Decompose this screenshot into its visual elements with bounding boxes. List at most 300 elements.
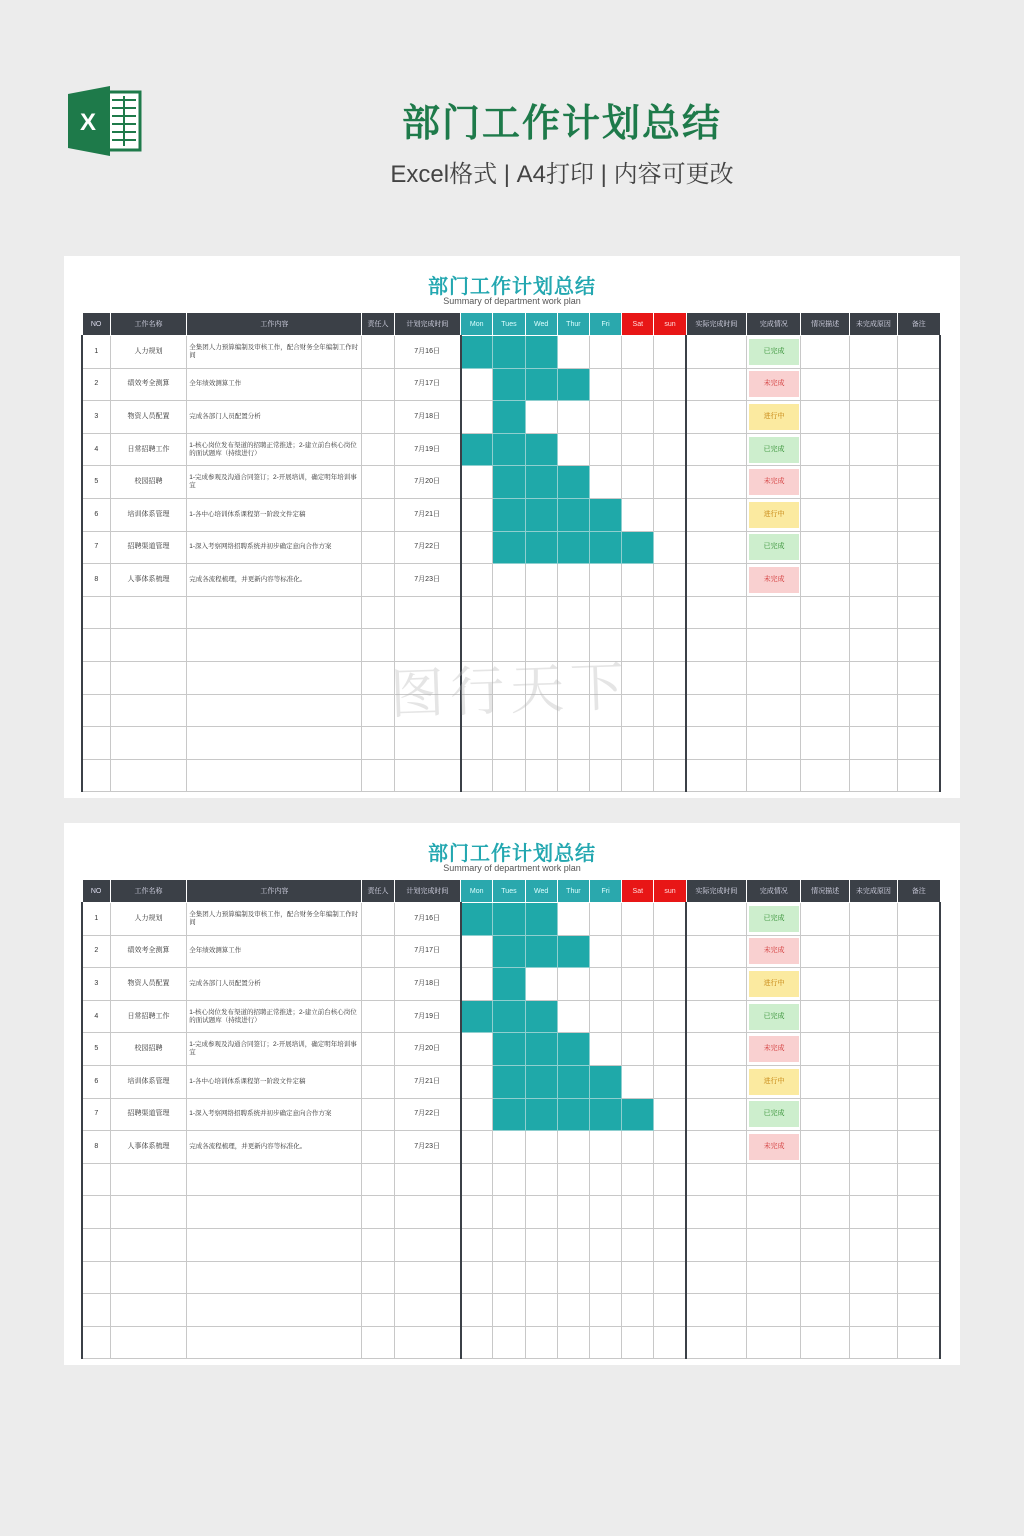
column-header: 工作名称 <box>110 880 187 903</box>
gantt-cell <box>557 433 589 466</box>
description-cell <box>801 935 849 968</box>
row-number: 4 <box>82 1000 110 1033</box>
description-cell <box>801 1000 849 1033</box>
empty-cell <box>110 596 187 629</box>
column-header: Thur <box>557 880 589 903</box>
status-badge: 未完成 <box>749 371 799 397</box>
gantt-cell <box>654 1098 686 1131</box>
table-row <box>82 1000 940 1033</box>
gantt-cell <box>654 903 686 936</box>
description-cell <box>801 903 849 936</box>
status-cell <box>747 1098 801 1131</box>
empty-cell <box>493 759 525 792</box>
task-content: 完成各部门人员配置分析 <box>187 968 362 1001</box>
empty-cell <box>801 694 849 727</box>
empty-row <box>82 759 940 792</box>
empty-cell <box>654 1163 686 1196</box>
owner-cell <box>362 1131 394 1164</box>
empty-cell <box>801 1294 849 1327</box>
gantt-cell <box>654 1000 686 1033</box>
gantt-cell <box>493 1131 525 1164</box>
empty-cell <box>525 727 557 760</box>
reason-cell <box>849 498 897 531</box>
gantt-cell <box>654 531 686 564</box>
gantt-cell <box>493 466 525 499</box>
gantt-cell <box>557 935 589 968</box>
gantt-cell <box>622 968 654 1001</box>
table-row <box>82 466 940 499</box>
gantt-cell <box>589 564 621 597</box>
empty-cell <box>461 1228 493 1261</box>
status-badge: 未完成 <box>749 1134 799 1160</box>
task-content: 1-核心岗位发布渠道的招聘正常推进；2-建立前台核心岗位的面试题库（持续进行） <box>187 1000 362 1033</box>
empty-cell <box>493 596 525 629</box>
status-cell <box>747 935 801 968</box>
empty-cell <box>362 1228 394 1261</box>
reason-cell <box>849 1000 897 1033</box>
actual-date-cell <box>686 401 746 434</box>
empty-row <box>82 1326 940 1359</box>
empty-cell <box>110 1326 187 1359</box>
description-cell <box>801 1065 849 1098</box>
column-header: 未完成原因 <box>849 880 897 903</box>
empty-cell <box>686 596 746 629</box>
empty-cell <box>493 1294 525 1327</box>
empty-cell <box>686 1228 746 1261</box>
empty-cell <box>654 694 686 727</box>
empty-cell <box>187 1261 362 1294</box>
empty-cell <box>747 1163 801 1196</box>
task-name: 日常招聘工作 <box>110 433 187 466</box>
row-number: 7 <box>82 531 110 564</box>
gantt-cell <box>622 401 654 434</box>
empty-cell <box>110 1163 187 1196</box>
row-number: 6 <box>82 498 110 531</box>
status-cell <box>747 1033 801 1066</box>
gantt-cell <box>654 564 686 597</box>
empty-cell <box>557 759 589 792</box>
empty-cell <box>654 759 686 792</box>
gantt-cell <box>622 1033 654 1066</box>
empty-cell <box>187 1163 362 1196</box>
gantt-cell <box>622 903 654 936</box>
task-content: 1-完成参观及沟通合同签订；2-开展培训，确定明年培训事宜 <box>187 466 362 499</box>
empty-cell <box>686 661 746 694</box>
empty-cell <box>686 727 746 760</box>
planned-date: 7月20日 <box>394 466 460 499</box>
empty-cell <box>557 1326 589 1359</box>
row-number: 3 <box>82 968 110 1001</box>
empty-cell <box>493 727 525 760</box>
task-name: 培训体系管理 <box>110 1065 187 1098</box>
gantt-cell <box>589 498 621 531</box>
gantt-cell <box>654 336 686 369</box>
empty-cell <box>654 1228 686 1261</box>
status-cell <box>747 968 801 1001</box>
column-header: Mon <box>461 880 493 903</box>
gantt-cell <box>557 1098 589 1131</box>
table-row <box>82 1065 940 1098</box>
gantt-cell <box>525 968 557 1001</box>
description-cell <box>801 564 849 597</box>
gantt-cell <box>622 1131 654 1164</box>
remark-cell <box>898 968 940 1001</box>
gantt-cell <box>622 564 654 597</box>
empty-cell <box>622 727 654 760</box>
task-content: 全年绩效测算工作 <box>187 368 362 401</box>
empty-cell <box>525 1196 557 1229</box>
owner-cell <box>362 336 394 369</box>
remark-cell <box>898 1033 940 1066</box>
gantt-cell <box>654 368 686 401</box>
planned-date: 7月19日 <box>394 433 460 466</box>
empty-cell <box>557 1261 589 1294</box>
gantt-cell <box>654 1033 686 1066</box>
empty-cell <box>747 629 801 662</box>
planned-date: 7月19日 <box>394 1000 460 1033</box>
empty-cell <box>801 596 849 629</box>
owner-cell <box>362 903 394 936</box>
gantt-cell <box>622 935 654 968</box>
status-cell <box>747 1131 801 1164</box>
description-cell <box>801 1033 849 1066</box>
empty-cell <box>654 1294 686 1327</box>
description-cell <box>801 433 849 466</box>
status-cell <box>747 531 801 564</box>
empty-cell <box>686 1196 746 1229</box>
empty-cell <box>622 1294 654 1327</box>
reason-cell <box>849 935 897 968</box>
empty-cell <box>461 1294 493 1327</box>
owner-cell <box>362 1000 394 1033</box>
empty-cell <box>622 1163 654 1196</box>
task-content: 完成各流程梳理，并更新内容等标准化。 <box>187 1131 362 1164</box>
actual-date-cell <box>686 433 746 466</box>
task-content: 1-各中心培训体系课程第一阶段文件定稿 <box>187 498 362 531</box>
task-name: 人力规划 <box>110 903 187 936</box>
column-header: 备注 <box>898 313 940 336</box>
empty-cell <box>82 661 110 694</box>
empty-cell <box>898 661 940 694</box>
empty-cell <box>525 1294 557 1327</box>
page-title: 部门工作计划总结 <box>401 103 722 145</box>
gantt-cell <box>589 1000 621 1033</box>
empty-cell <box>849 1196 897 1229</box>
table-row <box>82 401 940 434</box>
row-number: 6 <box>82 1065 110 1098</box>
gantt-cell <box>461 498 493 531</box>
empty-row <box>82 1228 940 1261</box>
column-header: 未完成原因 <box>849 313 897 336</box>
gantt-cell <box>525 336 557 369</box>
column-header: Tues <box>493 313 525 336</box>
empty-cell <box>557 727 589 760</box>
reason-cell <box>849 531 897 564</box>
description-cell <box>801 401 849 434</box>
gantt-cell <box>493 903 525 936</box>
gantt-cell <box>461 935 493 968</box>
task-content: 全集团人力预算编制及审核工作，配合财务全年编制工作时间 <box>187 903 362 936</box>
empty-cell <box>589 1261 621 1294</box>
row-number: 1 <box>82 336 110 369</box>
empty-cell <box>589 1294 621 1327</box>
empty-cell <box>654 629 686 662</box>
gantt-cell <box>461 1131 493 1164</box>
empty-cell <box>589 1326 621 1359</box>
description-cell <box>801 1131 849 1164</box>
gantt-cell <box>654 968 686 1001</box>
empty-cell <box>110 1228 187 1261</box>
gantt-cell <box>589 401 621 434</box>
empty-cell <box>801 1196 849 1229</box>
empty-cell <box>898 1326 940 1359</box>
reason-cell <box>849 903 897 936</box>
empty-cell <box>557 1196 589 1229</box>
empty-cell <box>362 1163 394 1196</box>
task-name: 培训体系管理 <box>110 498 187 531</box>
empty-cell <box>493 1196 525 1229</box>
empty-cell <box>82 629 110 662</box>
column-header: Fri <box>589 313 621 336</box>
empty-cell <box>686 1261 746 1294</box>
sheet-subtitle: Summary of department work plan <box>443 296 581 306</box>
gantt-cell <box>525 401 557 434</box>
gantt-cell <box>525 1065 557 1098</box>
empty-cell <box>82 694 110 727</box>
owner-cell <box>362 401 394 434</box>
empty-cell <box>187 1326 362 1359</box>
owner-cell <box>362 531 394 564</box>
gantt-cell <box>622 1000 654 1033</box>
empty-cell <box>394 727 460 760</box>
row-number: 1 <box>82 903 110 936</box>
empty-cell <box>801 629 849 662</box>
empty-cell <box>747 727 801 760</box>
description-cell <box>801 531 849 564</box>
gantt-cell <box>493 531 525 564</box>
owner-cell <box>362 466 394 499</box>
gantt-cell <box>493 336 525 369</box>
gantt-cell <box>461 1065 493 1098</box>
table-row <box>82 433 940 466</box>
status-badge: 未完成 <box>749 1036 799 1062</box>
gantt-cell <box>493 368 525 401</box>
planned-date: 7月20日 <box>394 1033 460 1066</box>
gantt-cell <box>493 401 525 434</box>
gantt-cell <box>525 466 557 499</box>
column-header: Thur <box>557 313 589 336</box>
empty-cell <box>747 1196 801 1229</box>
empty-cell <box>686 694 746 727</box>
gantt-cell <box>525 368 557 401</box>
remark-cell <box>898 433 940 466</box>
owner-cell <box>362 564 394 597</box>
gantt-cell <box>525 433 557 466</box>
empty-cell <box>187 1294 362 1327</box>
remark-cell <box>898 903 940 936</box>
empty-cell <box>525 1261 557 1294</box>
owner-cell <box>362 1065 394 1098</box>
empty-cell <box>747 1294 801 1327</box>
remark-cell <box>898 564 940 597</box>
column-header: 情况描述 <box>801 313 849 336</box>
empty-cell <box>654 1326 686 1359</box>
gantt-cell <box>589 368 621 401</box>
gantt-cell <box>525 1000 557 1033</box>
remark-cell <box>898 531 940 564</box>
reason-cell <box>849 968 897 1001</box>
table-row <box>82 368 940 401</box>
status-badge: 已完成 <box>749 437 799 463</box>
table-row <box>82 498 940 531</box>
gantt-cell <box>461 968 493 1001</box>
empty-cell <box>187 629 362 662</box>
actual-date-cell <box>686 564 746 597</box>
actual-date-cell <box>686 1065 746 1098</box>
column-header: Wed <box>525 880 557 903</box>
empty-cell <box>801 1163 849 1196</box>
gantt-cell <box>654 498 686 531</box>
task-content: 完成各流程梳理，并更新内容等标准化。 <box>187 564 362 597</box>
column-header: sun <box>654 880 686 903</box>
empty-cell <box>187 1196 362 1229</box>
empty-cell <box>898 1163 940 1196</box>
empty-cell <box>82 1163 110 1196</box>
owner-cell <box>362 498 394 531</box>
gantt-cell <box>461 466 493 499</box>
column-header: 工作内容 <box>187 313 362 336</box>
description-cell <box>801 498 849 531</box>
empty-cell <box>747 661 801 694</box>
column-header: Sat <box>622 313 654 336</box>
gantt-cell <box>589 968 621 1001</box>
empty-cell <box>493 1228 525 1261</box>
sheet-subtitle: Summary of department work plan <box>443 863 581 873</box>
empty-cell <box>654 1196 686 1229</box>
empty-cell <box>110 1261 187 1294</box>
empty-cell <box>110 661 187 694</box>
reason-cell <box>849 564 897 597</box>
empty-cell <box>110 727 187 760</box>
empty-cell <box>394 1261 460 1294</box>
remark-cell <box>898 1065 940 1098</box>
planned-date: 7月17日 <box>394 368 460 401</box>
actual-date-cell <box>686 531 746 564</box>
empty-cell <box>747 1261 801 1294</box>
reason-cell <box>849 336 897 369</box>
gantt-cell <box>589 466 621 499</box>
empty-cell <box>187 694 362 727</box>
owner-cell <box>362 433 394 466</box>
reason-cell <box>849 401 897 434</box>
row-number: 2 <box>82 935 110 968</box>
reason-cell <box>849 1131 897 1164</box>
empty-cell <box>801 759 849 792</box>
gantt-cell <box>461 531 493 564</box>
remark-cell <box>898 935 940 968</box>
column-header: 实际完成时间 <box>686 880 746 903</box>
planned-date: 7月16日 <box>394 903 460 936</box>
empty-cell <box>362 727 394 760</box>
status-badge: 进行中 <box>749 971 799 997</box>
empty-cell <box>654 596 686 629</box>
empty-cell <box>654 661 686 694</box>
empty-cell <box>849 661 897 694</box>
table-row <box>82 1131 940 1164</box>
empty-cell <box>461 1326 493 1359</box>
column-header: 责任人 <box>362 313 394 336</box>
svg-text:X: X <box>79 109 97 136</box>
empty-cell <box>187 759 362 792</box>
empty-cell <box>849 1228 897 1261</box>
gantt-cell <box>589 935 621 968</box>
gantt-cell <box>654 401 686 434</box>
gantt-cell <box>461 903 493 936</box>
remark-cell <box>898 1131 940 1164</box>
empty-cell <box>898 1294 940 1327</box>
remark-cell <box>898 336 940 369</box>
empty-cell <box>849 727 897 760</box>
remark-cell <box>898 1000 940 1033</box>
sheet-title: 部门工作计划总结 <box>428 276 596 298</box>
remark-cell <box>898 368 940 401</box>
owner-cell <box>362 1098 394 1131</box>
column-header: 备注 <box>898 880 940 903</box>
empty-cell <box>589 727 621 760</box>
gantt-cell <box>525 935 557 968</box>
task-name: 校园招聘 <box>110 466 187 499</box>
empty-cell <box>394 1294 460 1327</box>
description-cell <box>801 466 849 499</box>
empty-cell <box>801 661 849 694</box>
column-header: sun <box>654 313 686 336</box>
empty-cell <box>654 1261 686 1294</box>
gantt-cell <box>622 433 654 466</box>
column-header: NO <box>82 880 110 903</box>
empty-cell <box>394 1163 460 1196</box>
empty-cell <box>493 1326 525 1359</box>
empty-cell <box>461 596 493 629</box>
sheet-title: 部门工作计划总结 <box>428 843 596 865</box>
empty-cell <box>394 759 460 792</box>
empty-cell <box>898 694 940 727</box>
empty-cell <box>898 1261 940 1294</box>
empty-cell <box>849 629 897 662</box>
empty-cell <box>747 596 801 629</box>
column-header: Wed <box>525 313 557 336</box>
actual-date-cell <box>686 903 746 936</box>
gantt-cell <box>493 1000 525 1033</box>
column-header: 工作内容 <box>187 880 362 903</box>
task-content: 1-核心岗位发布渠道的招聘正常推进；2-建立前台核心岗位的面试题库（持续进行） <box>187 433 362 466</box>
empty-cell <box>82 1228 110 1261</box>
empty-cell <box>622 759 654 792</box>
empty-cell <box>82 759 110 792</box>
empty-cell <box>801 1326 849 1359</box>
column-header: Mon <box>461 313 493 336</box>
empty-cell <box>461 1261 493 1294</box>
owner-cell <box>362 368 394 401</box>
gantt-cell <box>654 935 686 968</box>
description-cell <box>801 968 849 1001</box>
status-badge: 进行中 <box>749 404 799 430</box>
status-cell <box>747 564 801 597</box>
actual-date-cell <box>686 368 746 401</box>
empty-cell <box>686 759 746 792</box>
gantt-cell <box>493 935 525 968</box>
task-name: 绩效考全测算 <box>110 935 187 968</box>
empty-cell <box>362 1261 394 1294</box>
